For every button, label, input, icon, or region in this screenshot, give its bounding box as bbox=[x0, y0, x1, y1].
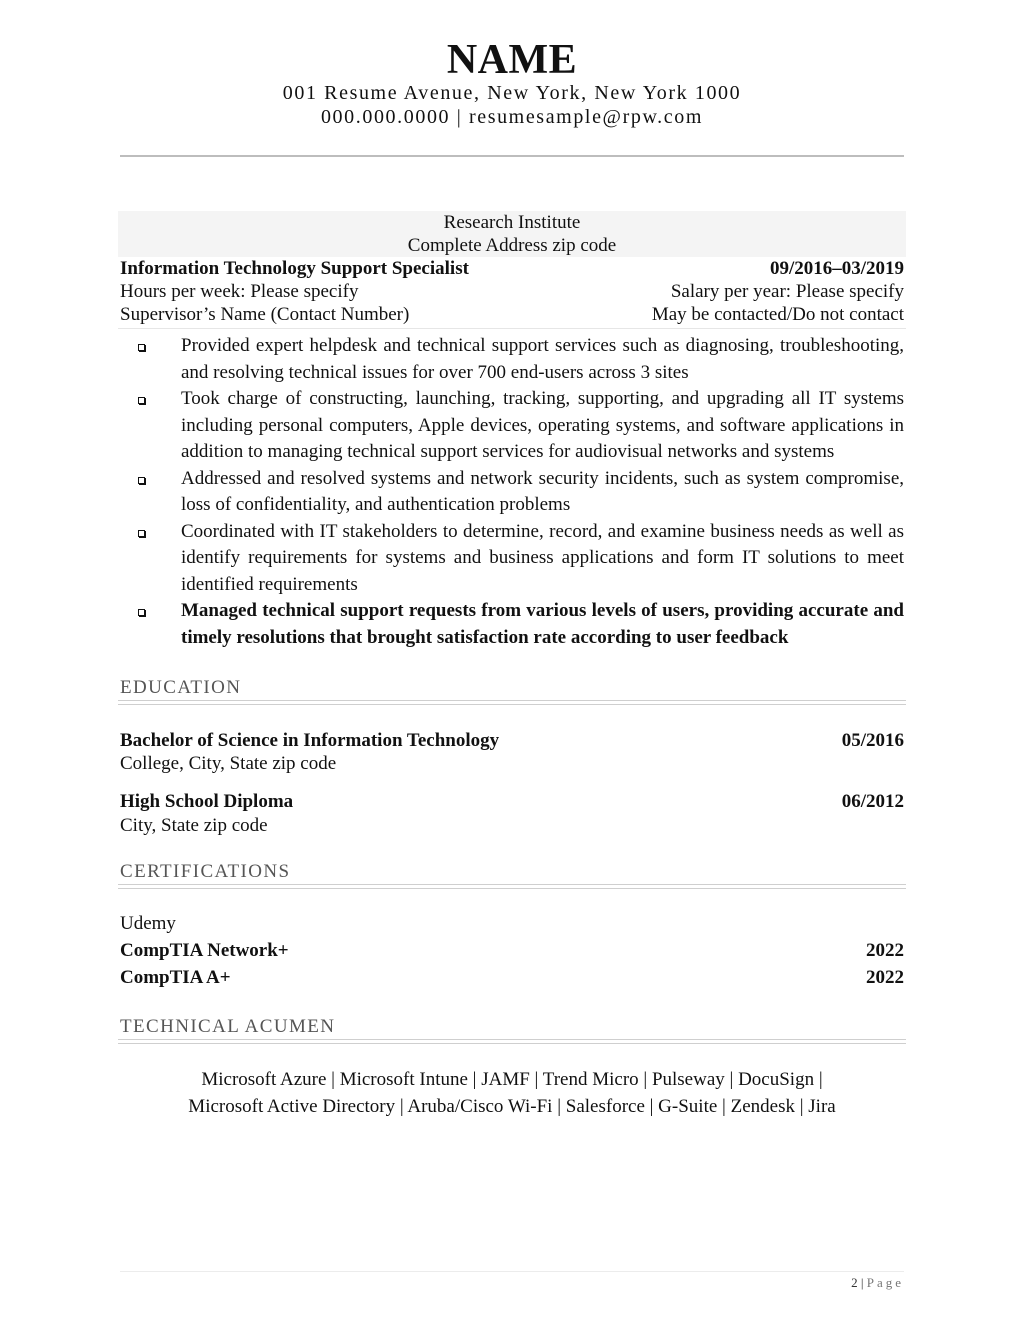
cert-year: 2022 bbox=[866, 940, 904, 961]
page-footer bbox=[851, 1275, 904, 1291]
technical-skills-line: Microsoft Active Directory | Aruba/Cisco Wi-Fi | Salesforce | G-Suite | Zendesk | Jira bbox=[188, 1096, 836, 1117]
degree-name: High School Diploma bbox=[120, 791, 294, 812]
cert-provider: Udemy bbox=[120, 913, 176, 934]
supervisor-name: Supervisor’s Name (Contact Number) bbox=[120, 304, 410, 325]
square-bullet-icon bbox=[138, 609, 145, 616]
certifications-heading: CERTIFICATIONS bbox=[120, 861, 291, 882]
certifications-divider bbox=[118, 884, 906, 889]
list-item: Provided expert helpdesk and technical support services such as diagnosing, troubleshooting, and resolving technical issues for over 700 end-users across 3 sites bbox=[120, 333, 904, 386]
school-location: City, State zip code bbox=[120, 815, 268, 836]
header-divider bbox=[120, 155, 904, 157]
job-title: Information Technology Support Specialist bbox=[120, 258, 469, 279]
candidate-name: NAME bbox=[446, 37, 578, 83]
employer-name: Research Institute bbox=[443, 212, 581, 233]
cert-name: CompTIA Network+ bbox=[120, 940, 289, 961]
education-divider bbox=[118, 700, 906, 705]
page-separator: | bbox=[860, 1275, 864, 1290]
degree-date: 05/2016 bbox=[841, 730, 904, 751]
degree-name: Bachelor of Science in Information Technology bbox=[120, 730, 500, 751]
resume-page bbox=[120, 0, 904, 1325]
list-item: Coordinated with IT stakeholders to determine, record, and examine business needs as well as identify requirements for systems and business applications and form IT solutions to meet identified requirements bbox=[120, 519, 904, 599]
contact-line: 000.000.0000 | resumesample@rpw.com bbox=[320, 106, 704, 128]
job-dates: 09/2016–03/2019 bbox=[769, 258, 904, 279]
technical-heading: TECHNICAL ACUMEN bbox=[120, 1016, 336, 1037]
cert-year: 2022 bbox=[866, 967, 904, 988]
education-heading: EDUCATION bbox=[120, 677, 242, 698]
employer-address: Complete Address zip code bbox=[407, 235, 617, 256]
technical-skills-line: Microsoft Azure | Microsoft Intune | JAMF | Trend Micro | Pulseway | DocuSign | bbox=[201, 1069, 823, 1090]
square-bullet-icon bbox=[138, 530, 145, 537]
technical-divider bbox=[118, 1039, 906, 1044]
degree-date: 06/2012 bbox=[841, 791, 904, 812]
list-item: Addressed and resolved systems and network security incidents, such as system compromise, loss of confidentiality, and authentication problems bbox=[120, 466, 904, 519]
list-item: Took charge of constructing, launching, tracking, supporting, and upgrading all IT systems including personal computers, Apple devices, operating systems, and software applications in addition to managing technical support services for audiovisual networks and systems bbox=[120, 386, 904, 466]
address-line: 001 Resume Avenue, New York, New York 1000 bbox=[282, 82, 742, 104]
list-item: Managed technical support requests from various levels of users, providing accurate and timely resolutions that brought satisfaction rate according to user feedback bbox=[120, 598, 904, 651]
hours-per-week: Hours per week: Please specify bbox=[120, 281, 359, 302]
square-bullet-icon bbox=[138, 397, 145, 404]
footer-divider bbox=[120, 1271, 904, 1272]
page-label: Page bbox=[866, 1275, 904, 1290]
contact-permission: May be contacted/Do not contact bbox=[651, 304, 904, 325]
school-location: College, City, State zip code bbox=[120, 753, 337, 774]
employer-divider bbox=[118, 328, 906, 329]
page-number: 2 bbox=[851, 1275, 858, 1290]
salary-per-year: Salary per year: Please specify bbox=[670, 281, 904, 302]
square-bullet-icon bbox=[138, 344, 145, 351]
cert-name: CompTIA A+ bbox=[120, 967, 231, 988]
achievement-list bbox=[120, 333, 904, 651]
square-bullet-icon bbox=[138, 477, 145, 484]
